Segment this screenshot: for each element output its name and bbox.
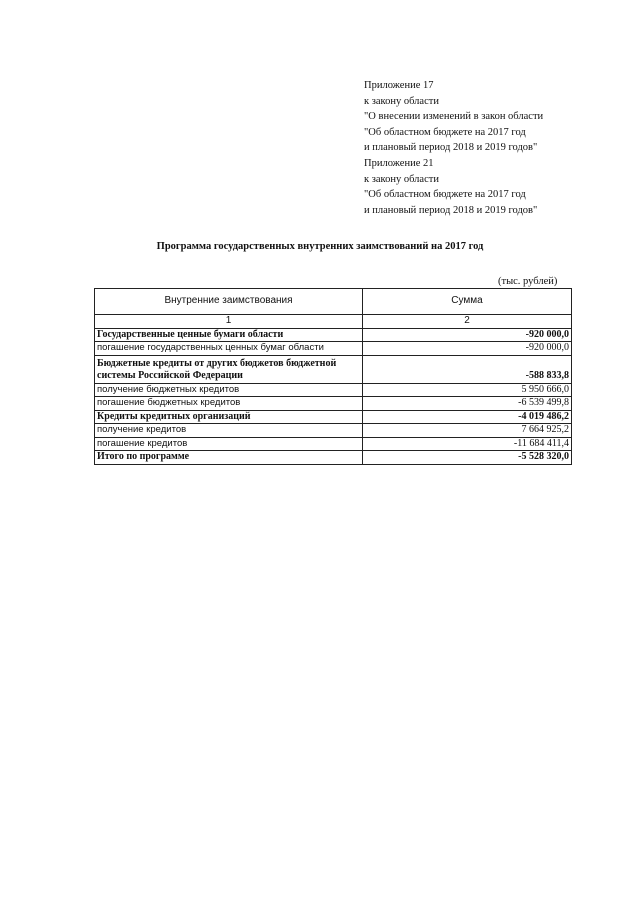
table-header-row: [95, 289, 572, 315]
table-row: [95, 424, 572, 438]
row-sum: -920 000,0: [363, 328, 572, 342]
row-sum: 7 664 925,2: [363, 424, 572, 438]
table-row: [95, 342, 572, 356]
appendix-block: [364, 78, 543, 218]
appendix-line: к закону области: [364, 95, 439, 107]
row-sum: 5 950 666,0: [363, 383, 572, 397]
row-name: погашение кредитов: [95, 437, 363, 451]
units-label: (тыс. рублей): [498, 276, 558, 287]
table-row: [95, 437, 572, 451]
row-name: получение бюджетных кредитов: [95, 383, 363, 397]
row-sum: -588 833,8: [363, 355, 572, 383]
appendix-line: и плановый период 2018 и 2019 годов": [364, 142, 538, 154]
appendix-line: "О внесении изменений в закон области: [364, 111, 544, 123]
row-name: погашение бюджетных кредитов: [95, 397, 363, 411]
row-sum: -920 000,0: [363, 342, 572, 356]
appendix-line: Приложение 21: [364, 157, 434, 169]
row-name: Итого по программе: [95, 451, 363, 465]
table-row: [95, 410, 572, 424]
appendix-line: "Об областном бюджете на 2017 год: [364, 126, 526, 138]
table-row: [95, 328, 572, 342]
row-name: Бюджетные кредиты от других бюджетов бюджетной системы Российской Федерации: [95, 355, 363, 383]
document-title: Программа государственных внутренних заимствований на 2017 год: [156, 241, 484, 252]
row-sum: -6 539 499,8: [363, 397, 572, 411]
table-row: [95, 355, 572, 383]
row-sum: -4 019 486,2: [363, 410, 572, 424]
table-row: [95, 451, 572, 465]
row-name: получение кредитов: [95, 424, 363, 438]
header-borrowings: Внутренние заимствования: [95, 289, 363, 315]
appendix-line: "Об областном бюджете на 2017 год: [364, 189, 526, 201]
table-row: [95, 397, 572, 411]
row-sum: -5 528 320,0: [363, 451, 572, 465]
table-row: [95, 383, 572, 397]
appendix-line: Приложение 17: [364, 80, 434, 91]
borrowing-table: [94, 288, 572, 465]
row-name: Кредиты кредитных организаций: [95, 410, 363, 424]
appendix-line: к закону области: [364, 173, 439, 185]
column-number: 2: [363, 315, 572, 329]
column-number: 1: [95, 315, 363, 329]
row-name: Государственные ценные бумаги области: [95, 328, 363, 342]
row-name: погашение государственных ценных бумаг области: [95, 342, 363, 356]
row-sum: -11 684 411,4: [363, 437, 572, 451]
column-number-row: [95, 315, 572, 329]
appendix-line: и плановый период 2018 и 2019 годов": [364, 204, 538, 216]
header-sum: Сумма: [363, 289, 572, 315]
